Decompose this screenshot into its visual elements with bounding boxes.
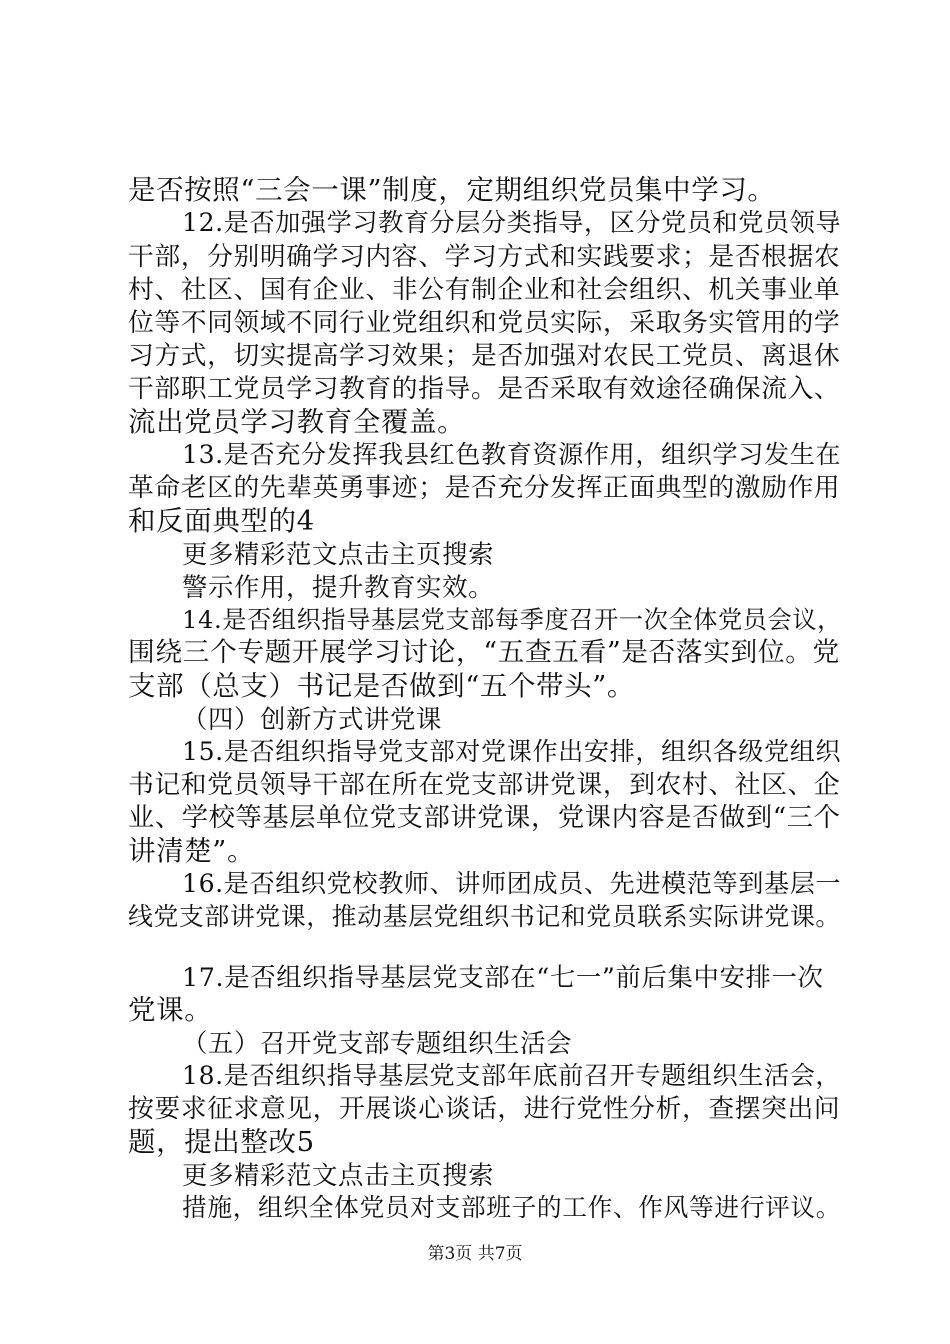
text-line: 习方式，切实提高学习效果；是否加强对农民工党员、离退休 [128,341,841,371]
promo-line: 更多精彩范文点击主页搜索 [182,539,495,569]
text-line: 14.是否组织指导基层党支部每季度召开一次全体党员会议， [182,606,842,634]
text-line: 和反面典型的4 [128,505,315,537]
text-line: 讲清楚”。 [128,835,256,867]
page-footer: 第3页 共7页 [427,1244,523,1264]
promo-line: 更多精彩范文点击主页搜索 [182,1160,495,1190]
text-line: 线党支部讲党课，推动基层党组织书记和党员联系实际讲党课。 [128,902,841,931]
text-line: 按要求征求意见，开展谈心谈话，进行党性分析，查摆突出问 [128,1094,841,1124]
text-line: 干部职工党员学习教育的指导。是否采取有效途径确保流入、 [128,374,841,404]
text-line: 题，提出整改5 [128,1126,315,1158]
text-line: 业、学校等基层单位党支部讲党课，党课内容是否做到“三个 [128,803,841,833]
text-line: 革命老区的先辈英勇事迹；是否充分发挥正面典型的激励作用 [128,473,841,503]
section-heading: （五）召开党支部专题组织生活会 [182,1028,573,1058]
text-line: 党课。 [128,994,213,1026]
text-line: 12.是否加强学习教育分层分类指导，区分党员和党员领导 [182,208,842,237]
text-line: 位等不同领域不同行业党组织和党员实际，采取务实管用的学 [128,308,841,338]
text-line: 13.是否充分发挥我县红色教育资源作用，组织学习发生在 [182,440,842,469]
text-line: 15.是否组织指导党支部对党课作出安排，组织各级党组织 [182,737,842,766]
section-heading: （四）创新方式讲党课 [182,704,443,734]
text-line: 是否按照“三会一课”制度，定期组织党员集中学习。 [128,174,776,206]
text-line: 警示作用，提升教育实效。 [182,572,495,602]
text-line: 书记和党员领导干部在所在党支部讲党课，到农村、社区、企 [128,770,841,800]
text-line: 流出党员学习教育全覆盖。 [128,406,466,438]
text-line: 措施，组织全体党员对支部班子的工作、作风等进行评议。 [182,1193,842,1222]
text-line: 17.是否组织指导基层党支部在“七一”前后集中安排一次 [182,962,824,992]
text-line: 18.是否组织指导基层党支部年底前召开专题组织生活会， [182,1061,842,1090]
text-line: 村、社区、国有企业、非公有制企业和社会组织、机关事业单 [128,275,841,305]
text-line: 围绕三个专题开展学习讨论，“五查五看”是否落实到位。党 [128,637,840,668]
text-line: 16.是否组织党校教师、讲师团成员、先进模范等到基层一 [182,869,842,898]
text-line: 干部，分别明确学习内容、学习方式和实践要求；是否根据农 [128,242,841,272]
text-line: 支部（总支）书记是否做到“五个带头”。 [128,670,636,702]
